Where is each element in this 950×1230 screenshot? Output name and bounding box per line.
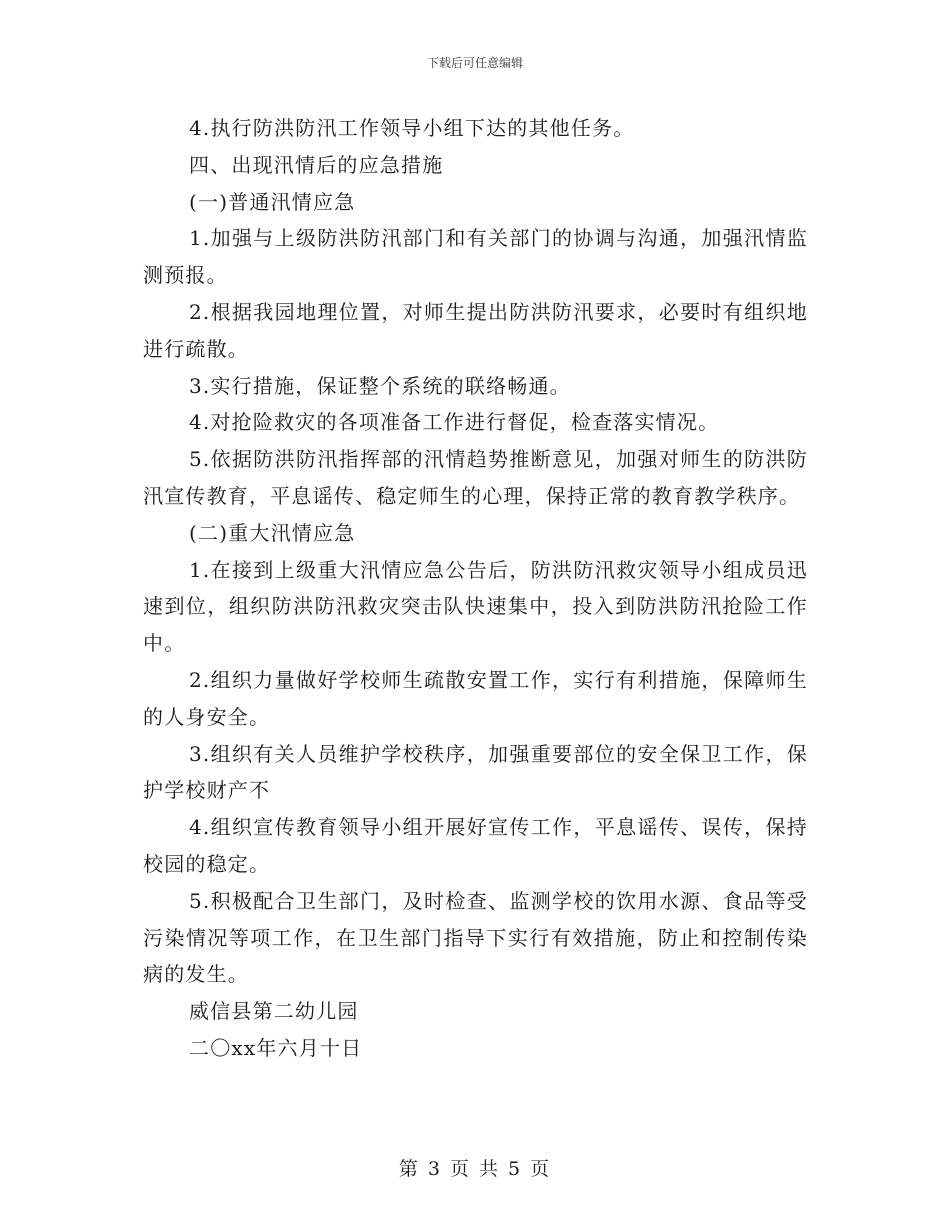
paragraph: 2.组织力量做好学校师生疏散安置工作，实行有利措施，保障师生的人身安全。 <box>143 667 808 729</box>
page-number: 第 3 页 共 5 页 <box>398 1158 552 1180</box>
subsection-heading: (二)重大汛情应急 <box>189 520 356 545</box>
page-header: 下载后可任意编辑 <box>426 56 523 70</box>
paragraph: 4.组织宣传教育领导小组开展好宣传工作，平息谣传、误传，保持校园的稳定。 <box>143 815 808 876</box>
paragraph: 3.组织有关人员维护学校秩序，加强重要部位的安全保卫工作，保护学校财产不 <box>143 741 808 803</box>
paragraph: 5.依据防洪防汛指挥部的汛情趋势推断意见，加强对师生的防洪防汛宣传教育，平息谣传、稳定师生的心理，保持正常的教育教学秩序。 <box>143 447 808 508</box>
paragraph: 5.积极配合卫生部门，及时检查、监测学校的饮用水源、食品等受污染情况等项工作，在卫生部门指导下实行有效措施，防止和控制传染病的发生。 <box>143 888 808 987</box>
document-body <box>143 110 808 1067</box>
paragraph: 4.对抢险救灾的各项准备工作进行督促，检查落实情况。 <box>189 410 720 435</box>
signature-date: 二〇xx年六月十日 <box>189 1035 363 1060</box>
paragraph: 2.根据我园地理位置，对师生提出防洪防汛要求，必要时有组织地进行疏散。 <box>143 299 808 361</box>
section-heading: 四、出现汛情后的应急措施 <box>189 152 444 177</box>
signature-organization: 威信县第二幼儿园 <box>189 999 359 1024</box>
paragraph: 3.实行措施，保证整个系统的联络畅通。 <box>189 373 571 398</box>
subsection-heading: (一)普通汛情应急 <box>189 189 356 214</box>
paragraph: 4.执行防洪防汛工作领导小组下达的其他任务。 <box>189 116 635 140</box>
paragraph: 1.在接到上级重大汛情应急公告后，防洪防汛救灾领导小组成员迅速到位，组织防洪防汛救灾突击队快速集中，投入到防洪防汛抢险工作中。 <box>143 557 808 656</box>
paragraph: 1.加强与上级防洪防汛部门和有关部门的协调与沟通，加强汛情监测预报。 <box>143 226 808 288</box>
